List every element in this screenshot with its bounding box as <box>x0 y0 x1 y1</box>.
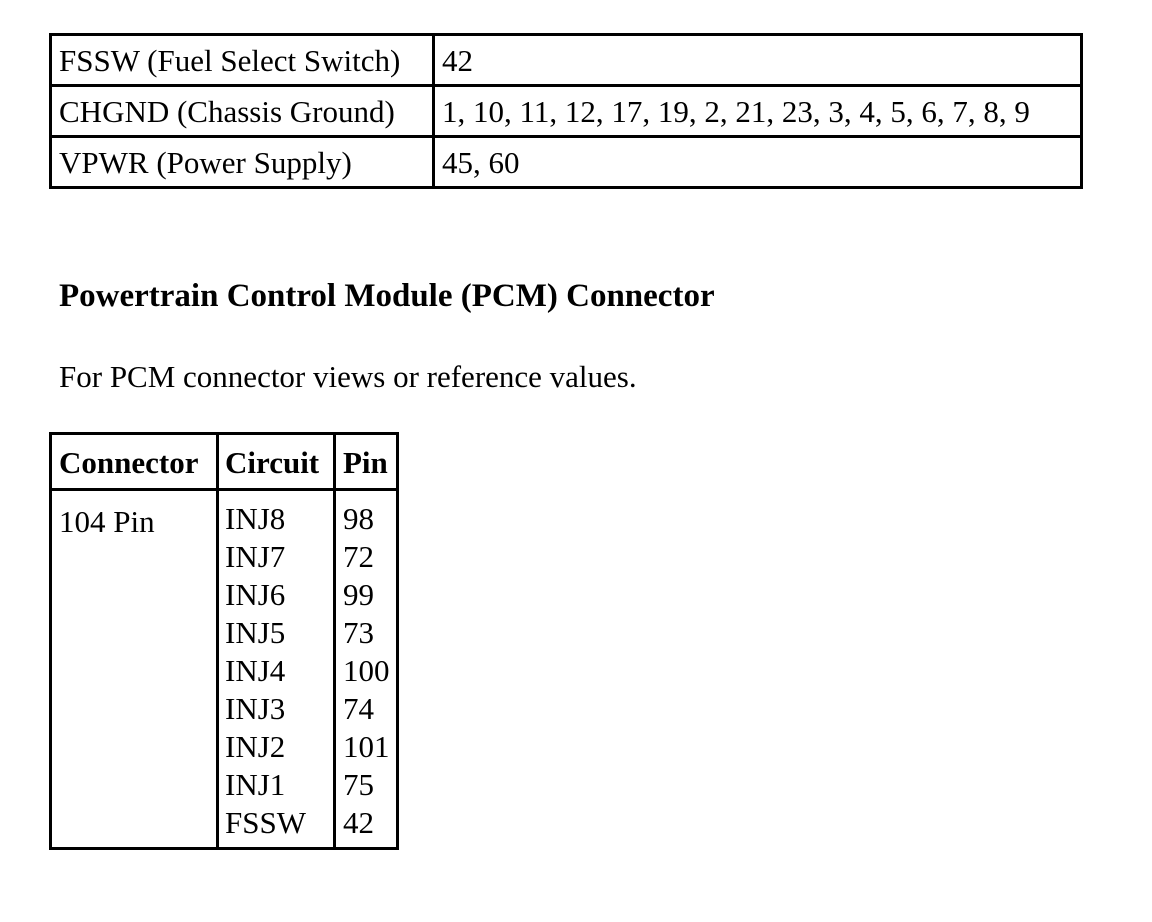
table-row <box>52 767 396 808</box>
circuit-cell: INJ7 <box>225 539 286 574</box>
circuit-cell: INJ3 <box>225 691 286 726</box>
table-row <box>51 86 1082 137</box>
header-pin: Pin <box>343 445 388 480</box>
pin-list-cell: 45, 60 <box>434 137 1082 188</box>
table-row <box>51 137 1082 188</box>
connector-cell: 104 Pin <box>59 504 155 539</box>
section-heading: Powertrain Control Module (PCM) Connector <box>59 278 715 314</box>
intro-paragraph: For PCM connector views or reference values. <box>59 359 637 394</box>
circuit-cell: INJ4 <box>225 653 286 688</box>
table-row <box>52 615 396 656</box>
circuit-cell: INJ1 <box>225 767 286 802</box>
table-header-row <box>52 435 396 491</box>
circuit-name-cell: VPWR (Power Supply) <box>51 137 434 188</box>
table-row <box>52 539 396 580</box>
table-row <box>52 691 396 732</box>
circuit-pin-list <box>52 501 396 846</box>
circuit-cell: INJ6 <box>225 577 286 612</box>
circuit-cell: INJ8 <box>225 501 286 536</box>
pin-list-cell: 1, 10, 11, 12, 17, 19, 2, 21, 23, 3, 4, 5, 6, 7, 8, 9 <box>434 86 1082 137</box>
pin-cell: 101 <box>343 729 390 764</box>
pin-cell: 42 <box>343 805 374 840</box>
circuit-cell: INJ5 <box>225 615 286 650</box>
pin-cell: 99 <box>343 577 374 612</box>
pin-cell: 72 <box>343 539 374 574</box>
header-connector: Connector <box>59 445 199 480</box>
table-row <box>52 805 396 846</box>
pin-cell: 100 <box>343 653 390 688</box>
pin-cell: 74 <box>343 691 374 726</box>
table-row <box>52 501 396 542</box>
table-row <box>51 35 1082 86</box>
pin-list-cell: 42 <box>434 35 1082 86</box>
pin-assignment-table <box>49 33 1083 189</box>
circuit-cell: INJ2 <box>225 729 286 764</box>
circuit-cell: FSSW <box>225 805 306 840</box>
table-body <box>52 491 396 847</box>
circuit-name-cell: CHGND (Chassis Ground) <box>51 86 434 137</box>
circuit-name-cell: FSSW (Fuel Select Switch) <box>51 35 434 86</box>
pcm-connector-table <box>49 432 399 850</box>
table-row <box>52 577 396 618</box>
table-row <box>52 653 396 694</box>
pin-cell: 98 <box>343 501 374 536</box>
table-row <box>52 729 396 770</box>
pin-cell: 73 <box>343 615 374 650</box>
header-circuit: Circuit <box>225 445 320 480</box>
pin-cell: 75 <box>343 767 374 802</box>
